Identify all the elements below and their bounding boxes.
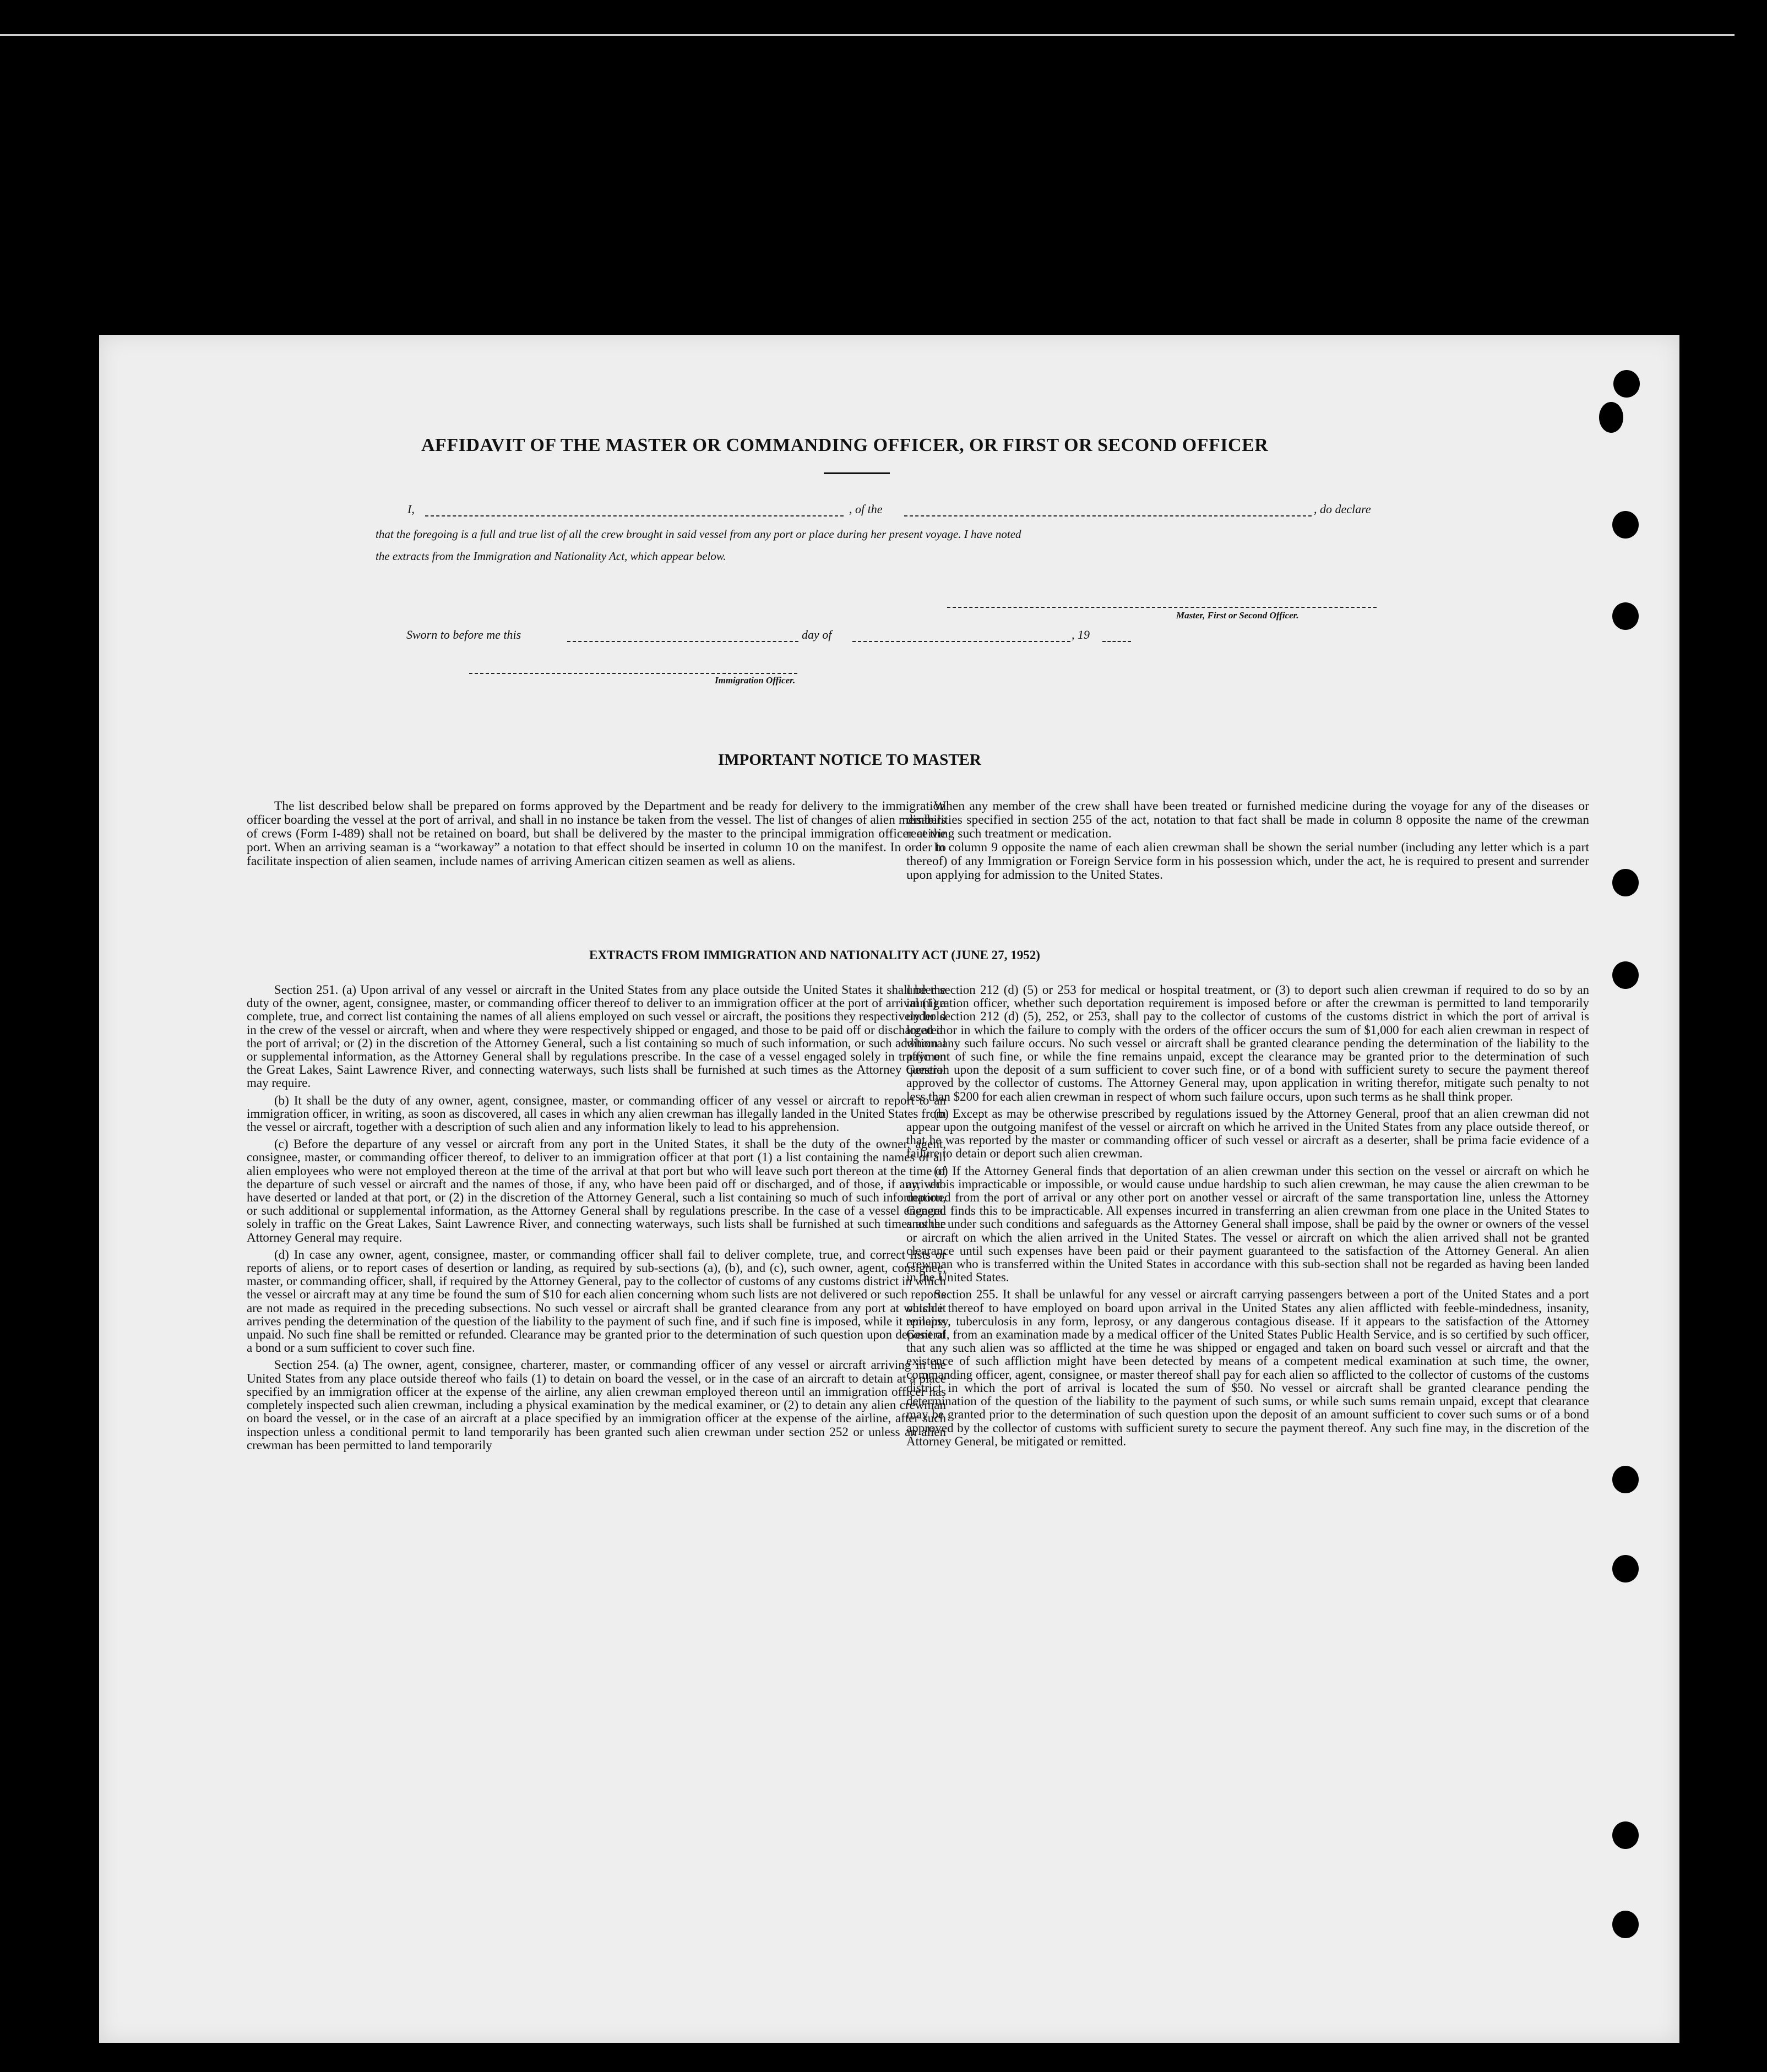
- extracts-title: EXTRACTS FROM IMMIGRATION AND NATIONALITY ACT (JUNE 27, 1952): [589, 948, 1040, 962]
- section-254a: Section 254. (a) The owner, agent, consignee, charterer, master, or commanding officer of any vessel or aircraft arriving in the United States from any place outside thereof who fails (1) to detain on board the vessel, or in the case of an aircraft to detain at a place specified by an immigration officer at the expense of the airline, any alien crewman employed thereon until an immigration officer has completely inspected such alien crewman, including a physical examination by the medical examiner, or (2) to detain any alien crewman on board the vessel, or in the case of an aircraft at a place specified by an immigration officer at the expense of the airline, after such inspection unless a conditional permit to land temporarily has been granted such alien crewman under section 252 or unless an alien crewman has been permitted to land temporarily: [247, 1358, 946, 1452]
- section-251a: Section 251. (a) Upon arrival of any vessel or aircraft in the United States from any place outside the United States it shall be the duty of the owner, agent, consignee, master, or commanding officer thereof to deliver to an immigration officer at the port of arrival (1) a complete, true, and correct list containing the names of all aliens employed on such vessel or aircraft, the positions they respectively hold in the crew of the vessel or aircraft, when and where they were respectively shipped or engaged, and those to be paid off or discharged in the port of arrival; or (2) in the discretion of the Attorney General, such a list containing so much of such information, or such additional or supplemental information, as the Attorney General shall by regulations prescribe. In the case of a vessel engaged solely in traffic on the Great Lakes, Saint Lawrence River, and connecting waterways, such lists shall be furnished at such times as the Attorney General may require.: [247, 983, 946, 1090]
- day-of-label: day of: [802, 628, 832, 641]
- section-255: Section 255. It shall be unlawful for any vessel or aircraft carrying passengers between a port of the United States and a port outside thereof to have employed on board upon arrival in the United States any alien afflicted with feeble-mindedness, insanity, epilepsy, tuberculosis in any form, leprosy, or any dangerous contagious disease. If it appears to the satisfaction of the Attorney General, from an examination made by a medical officer of the United States Public Health Service, and is so certified by such officer, that any such alien was so afflicted at the time he was shipped or engaged and taken on board such vessel or aircraft and that the existence of such affliction might have been detected by means of a competent medical examination at such time, the owner, commanding officer, agent, consignee, or master thereof shall pay for each alien so afflicted to the collector of customs of the customs district in which the port of arrival is located the sum of $50. No vessel or aircraft shall be granted clearance pending the determination of the question of the liability to the payment of such sums, or while such sums remain unpaid, except that clearance may be granted prior to the determination of such question upon the deposit of an amount sufficient to cover such sums or of a bond approved by the collector of customs with sufficient surety to secure the payment thereof. Any such fine may, in the discretion of the Attorney General, be mitigated or remitted.: [906, 1287, 1589, 1448]
- punch-hole: [1612, 1821, 1639, 1849]
- section-254a-continued: under section 212 (d) (5) or 253 for medical or hospital treatment, or (3) to deport such alien crewman if required to do so by an immigration officer, whether such deportation requirement is imposed before or after the crewman is permitted to land temporarily under section 212 (d) (5), 252, or 253, shall pay to the collector of customs of the customs district in which the port of arrival is located or in which the failure to comply with the orders of the officer occurs the sum of $1,000 for each alien crewman in respect of whom any such failure occurs. No such vessel or aircraft shall be granted clearance pending the determination of the liability to the payment of such fine, or while the fine remains unpaid, except the clearance may be granted prior to the determination of such question upon the deposit of a sum sufficient to cover such fine, or of a bond with sufficient surety to secure the payment thereof approved by the collector of customs. The Attorney General may, upon application in writing therefor, mitigate such penalty to not less than $200 for each alien crewman in respect of whom such failure occurs, upon such terms as he shall think proper.: [906, 983, 1589, 1103]
- master-signature-line[interactable]: [947, 607, 1377, 608]
- punch-hole: [1613, 370, 1640, 398]
- punch-hole: [1599, 402, 1623, 433]
- section-254b: (b) Except as may be otherwise prescribed by regulations issued by the Attorney General, proof that an alien crewman did not appear upon the outgoing manifest of the vessel or aircraft on which he arrived in the United States from any place outside thereof, or that he was reported by the master or commanding officer of such vessel or aircraft as a deserter, shall be prima facie evidence of a failure to detain or deport such alien crewman.: [906, 1106, 1589, 1161]
- sworn-month-line[interactable]: [852, 641, 1070, 642]
- extracts-right-column: [906, 983, 1589, 1452]
- i-label: I,: [407, 502, 415, 516]
- affidavit-title: AFFIDAVIT OF THE MASTER OR COMMANDING OFFICER, OR FIRST OR SECOND OFFICER: [421, 435, 1269, 455]
- notice-title: IMPORTANT NOTICE TO MASTER: [718, 751, 981, 769]
- punch-hole: [1612, 511, 1639, 539]
- immigration-officer-line[interactable]: [469, 673, 797, 674]
- do-declare-label: , do declare: [1314, 502, 1371, 516]
- top-rule: [0, 34, 1735, 36]
- punch-hole: [1612, 869, 1639, 896]
- sworn-day-line[interactable]: [567, 641, 798, 642]
- punch-hole: [1612, 1466, 1639, 1493]
- section-251b: (b) It shall be the duty of any owner, agent, consignee, master, or commanding officer of any vessel or aircraft to report to an immigration officer, in writing, as soon as discovered, all cases in which any alien crewman has illegally landed in the United States from the vessel or aircraft, together with a description of such alien and any information likely to lead to his apprehension.: [247, 1093, 946, 1134]
- punch-hole: [1612, 961, 1639, 989]
- of-the-label: , of the: [849, 502, 883, 516]
- immigration-officer-label: Immigration Officer.: [715, 675, 796, 686]
- section-254c: (c) If the Attorney General finds that deportation of an alien crewman under this section on the vessel or aircraft on which he arrived is impracticable or impossible, or would cause undue hardship to such alien crewman, he may cause the alien crewman to be deported from the port of arrival or any other port on another vessel or aircraft of the same transportation line, unless the Attorney General finds this to be impracticable. All expenses incurred in transferring an alien crewman from one place in the United States to another under such conditions and safeguards as the Attorney General shall impose, shall be paid by the owner or owners of the vessel or aircraft on which the alien arrived in the United States. The vessel or aircraft on which the alien arrived shall not be granted clearance until such expenses have been paid or their payment guaranteed to the satisfaction of the Attorney General. An alien crewman who is transferred within the United States in accordance with this sub-section shall not be regarded as having been landed in the United States.: [906, 1163, 1589, 1285]
- extracts-left-column: [247, 983, 946, 1456]
- notice-right-paragraph-1: When any member of the crew shall have been treated or furnished medicine during the voyage for any of the diseases or disabilities specified in section 255 of the act, notation to that fact shall be made in column 8 opposite the name of the crewman receiving such treatment or medication.: [906, 799, 1589, 841]
- master-signature-label: Master, First or Second Officer.: [1176, 610, 1299, 621]
- declaration-line-1: that the foregoing is a full and true list of all the crew brought in said vessel from any port or place during her present voyage. I have noted: [376, 527, 1021, 541]
- punch-hole: [1612, 602, 1639, 630]
- punch-hole: [1612, 1555, 1639, 1582]
- notice-right-column: [906, 800, 1589, 886]
- notice-left-paragraph: The list described below shall be prepared on forms approved by the Department and be ready for delivery to the immigration officer boarding the vessel at the port of arrival, and shall in no instance be taken from the vessel. The list of changes of alien members of crews (Form I-489) shall not be retained on board, but shall be delivered by the master to the principal immigration officer at the port. When an arriving seaman is a “workaway” a notation to that effect should be inserted in column 10 on the manifest. In order to facilitate inspection of alien seamen, include names of arriving American citizen seamen as well as aliens.: [247, 799, 946, 868]
- document-page: [99, 335, 1679, 2043]
- declaration-line-2: the extracts from the Immigration and Nationality Act, which appear below.: [376, 550, 726, 563]
- sworn-label: Sworn to before me this: [406, 628, 521, 641]
- title-rule: [824, 472, 890, 474]
- name-field-line[interactable]: [425, 515, 844, 516]
- punch-hole: [1612, 1911, 1639, 1938]
- section-251c: (c) Before the departure of any vessel or aircraft from any port in the United States, it shall be the duty of the owner, agent, consignee, master, or commanding officer thereof, to deliver to an immigration officer at that port (1) a list containing the names of all alien employees who were not employed thereon at the time of the arrival at that port but who will leave such port thereon at the time of the departure of such vessel or aircraft and the names of those, if any, who have been paid off or discharged, and of those, if any, who have deserted or landed at that port, or (2) in the discretion of the Attorney General, such a list containing so much of such information, or such additional or supplemental information, as the Attorney General shall by regulations prescribe. In the case of a vessel engaged solely in traffic on the Great Lakes, Saint Lawrence River, and connecting waterways, such lists shall be furnished at such times as the Attorney General may require.: [247, 1137, 946, 1244]
- section-251d: (d) In case any owner, agent, consignee, master, or commanding officer shall fail to deliver complete, true, and correct lists or reports of aliens, or to report cases of desertion or landing, as required by sub-sections (a), (b), and (c), such owner, agent, consignee, master, or commanding officer, shall, if required by the Attorney General, pay to the collector of customs of any customs district in which the vessel or aircraft may at any time be found the sum of $10 for each alien concerning whom such lists are not delivered or such reports are not made as required in the preceding subsections. No such vessel or aircraft shall be granted clearance from any port at which it arrives pending the determination of the question of the liability to the payment of such fine, and if such fine is imposed, while it remains unpaid. No such fine shall be remitted or refunded. Clearance may be granted prior to the determination of such question upon deposit of a bond or a sum sufficient to cover such fine.: [247, 1247, 946, 1355]
- notice-left-column: [247, 800, 946, 872]
- sworn-year-line[interactable]: [1102, 641, 1131, 642]
- vessel-field-line[interactable]: [904, 515, 1312, 516]
- year-label: , 19: [1072, 628, 1090, 641]
- notice-right-paragraph-2: In column 9 opposite the name of each alien crewman shall be shown the serial number (including any letter which is a part thereof) of any Immigration or Foreign Service form in his possession which, under the act, he is required to present and surrender upon applying for admission to the United States.: [906, 840, 1589, 882]
